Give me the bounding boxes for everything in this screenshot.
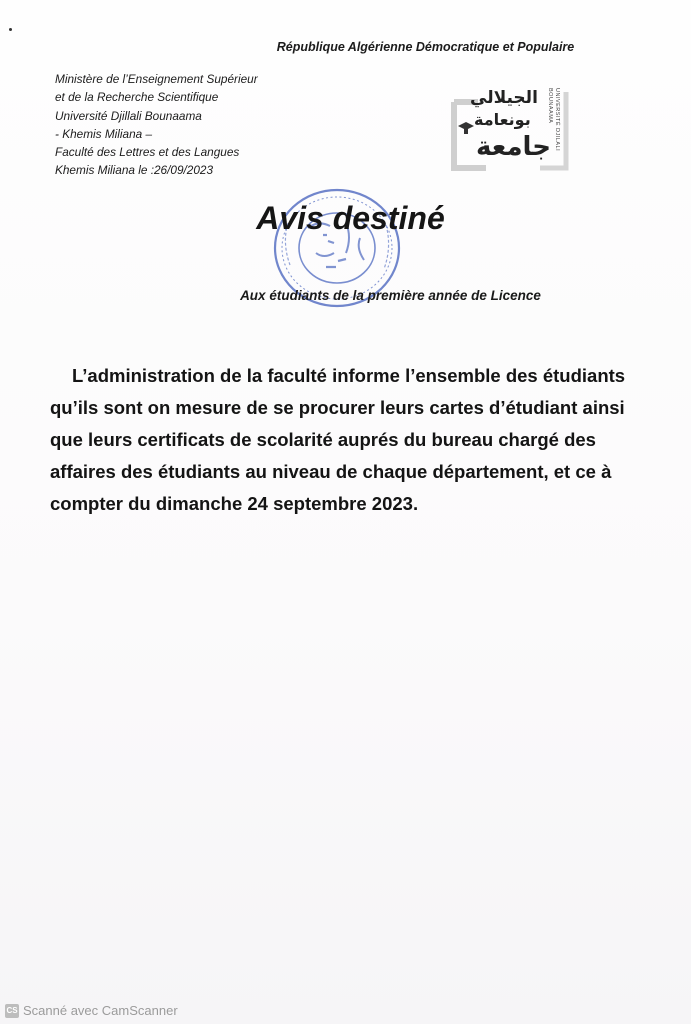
body-line-3: que leurs certificats de scolarité auprés du bureau chargé des	[50, 429, 596, 450]
scanner-watermark	[5, 1003, 178, 1018]
body-line-5: compter du dimanche 24 septembre 2023.	[50, 493, 419, 514]
city-name: - Khemis Miliana –	[55, 126, 153, 141]
ministry-line-2: et de la Recherche Scientifique	[55, 90, 219, 105]
faculty-name: Faculté des Lettres et des Langues	[55, 145, 240, 160]
institution-header	[55, 70, 305, 180]
notice-title: Avis destiné	[256, 200, 445, 236]
body-line-4: affaires des étudiants au niveau de chaque département, et ce à	[50, 461, 612, 482]
notice-audience: Aux étudiants de la première année de Licence	[240, 288, 541, 303]
scanner-text: Scanné avec CamScanner	[23, 1003, 178, 1018]
body-line-2: qu’ils sont on mesure de se procurer leurs cartes d’étudiant ainsi	[50, 397, 625, 418]
ministry-line-1: Ministère de l’Enseignement Supérieur	[55, 72, 258, 86]
notice-body	[50, 360, 640, 520]
logo-side-text: UNIVERSITÉ DJILALI BOUNAAMA	[547, 88, 560, 152]
date-line: Khemis Miliana le :26/09/2023	[55, 163, 214, 178]
logo-arabic-line-1: الجيلالي	[470, 88, 538, 108]
republic-header: République Algérienne Démocratique et Populaire	[276, 40, 575, 54]
logo-arabic-line-2: بونعامة	[474, 110, 531, 129]
body-line-1: L’administration de la faculté informe l’ensemble des étudiants	[72, 365, 626, 386]
logo-arabic-line-3: جامعة	[476, 132, 552, 162]
scan-speck	[9, 28, 12, 31]
university-logo-icon	[448, 82, 572, 178]
university-name: Université Djillali Bounaama	[55, 108, 202, 123]
camscanner-icon: CS	[5, 1004, 19, 1018]
